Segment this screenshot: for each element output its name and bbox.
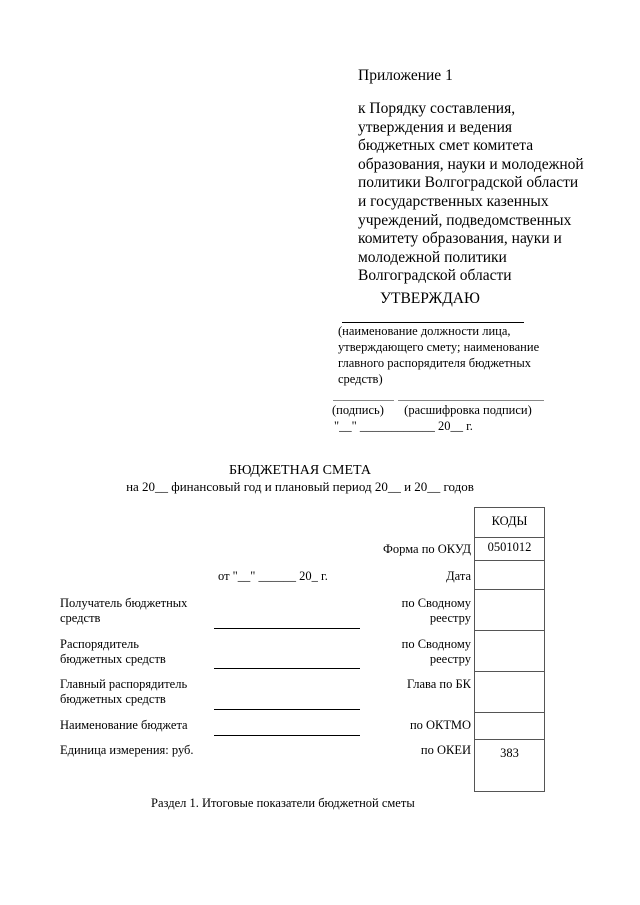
field-recipient-line — [214, 628, 360, 629]
appendix-description: к Порядку составления, утверждения и ведения бюджетных смет комитета образования, науки и молодежной политики Волгоградской области и государственных казенных учреждений, подведомственных комитету образования, науки и молодежной политики Волгоградской области — [358, 100, 584, 285]
okei-label: по ОКЕИ — [420, 743, 471, 757]
okud-code-cell: 0501012 — [475, 538, 545, 561]
registry1-code-cell — [475, 590, 545, 631]
section-title: Раздел 1. Итоговые показатели бюджетной сметы — [151, 796, 415, 810]
signature-line — [333, 400, 394, 401]
signature-decode-caption: (расшифровка подписи) — [404, 403, 532, 417]
glava-label: Глава по БК — [406, 677, 471, 691]
field-unit-label: Единица измерения: руб. — [60, 743, 194, 757]
codes-table — [474, 507, 545, 792]
registry2-label: по Сводному реестру — [401, 637, 471, 666]
date-code-cell — [475, 561, 545, 590]
registry2-code-cell — [475, 631, 545, 672]
glava-code-cell — [475, 672, 545, 713]
signature-captions — [332, 402, 532, 418]
approval-heading: УТВЕРЖДАЮ — [380, 290, 480, 307]
registry1-label: по Сводному реестру — [401, 596, 471, 625]
approver-caption: (наименование должности лица, утверждающего смету; наименование главного распорядителя бюджетных средств) — [338, 324, 540, 386]
approval-date-line: "__" ____________ 20__ г. — [334, 419, 473, 433]
field-chief-manager-line — [214, 709, 360, 710]
field-budget-name-line — [214, 735, 360, 736]
appendix-title: Приложение 1 — [358, 67, 453, 84]
date-label: Дата — [446, 569, 471, 583]
oktmo-label: по ОКТМО — [409, 718, 471, 732]
oktmo-code-cell — [475, 713, 545, 740]
signature-caption: (подпись) — [332, 403, 384, 417]
field-budget-name-label: Наименование бюджета — [60, 718, 188, 732]
signature-decode-line — [398, 400, 544, 401]
document-date-line: от "__" ______ 20_ г. — [218, 569, 328, 583]
okud-label: Форма по ОКУД — [383, 542, 471, 556]
field-recipient-label: Получатель бюджетных средств — [60, 596, 188, 625]
field-manager-line — [214, 668, 360, 669]
okei-code-cell: 383 — [475, 740, 545, 792]
document-subtitle: на 20__ финансовый год и плановый период 20__ и 20__ годов — [126, 479, 474, 494]
field-manager-label: Распорядитель бюджетных средств — [60, 637, 166, 666]
field-chief-manager-label: Главный распорядитель бюджетных средств — [60, 677, 188, 706]
document-title: БЮДЖЕТНАЯ СМЕТА — [229, 463, 371, 478]
codes-header: КОДЫ — [475, 508, 545, 538]
